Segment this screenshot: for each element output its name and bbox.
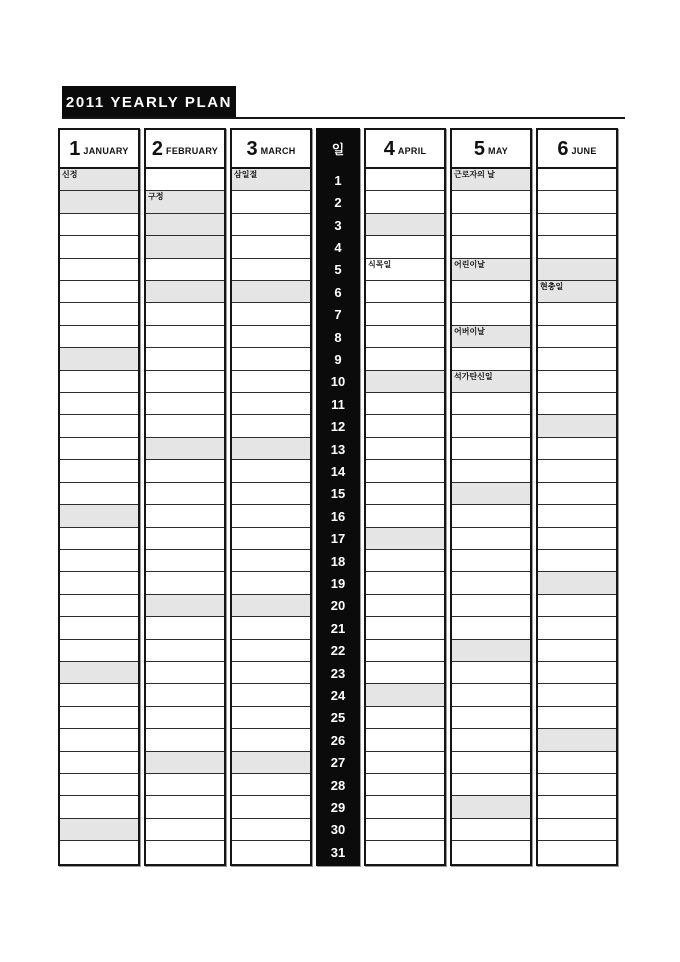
day-cell: [232, 236, 310, 258]
day-cell: [366, 460, 444, 482]
month-header: [452, 130, 530, 169]
day-cell: [538, 415, 616, 437]
day-cell: [146, 550, 224, 572]
day-cell: [452, 729, 530, 751]
day-cell: [452, 640, 530, 662]
day-cell: [232, 326, 310, 348]
day-cell: [232, 483, 310, 505]
day-cell: [60, 595, 138, 617]
day-cell: [452, 796, 530, 818]
holiday-label: 석가탄신일: [454, 371, 493, 381]
day-cell: [538, 774, 616, 796]
day-cell: [538, 483, 616, 505]
day-cell: [452, 348, 530, 370]
day-cell: [146, 572, 224, 594]
day-cell: [366, 707, 444, 729]
day-cell: [60, 640, 138, 662]
day-cell: [452, 528, 530, 550]
day-cell: [232, 572, 310, 594]
month-column-april: [364, 128, 446, 866]
day-cell: [146, 483, 224, 505]
day-cell: [146, 707, 224, 729]
day-cell: [538, 617, 616, 639]
month-column-january: [58, 128, 140, 866]
day-column-header: 일: [318, 130, 358, 169]
day-cell: [538, 752, 616, 774]
day-cell: [60, 259, 138, 281]
day-cell: [538, 595, 616, 617]
day-cell: [146, 774, 224, 796]
day-cell: [232, 259, 310, 281]
day-cell: [60, 662, 138, 684]
day-cell: [60, 393, 138, 415]
day-cell: [146, 684, 224, 706]
day-cell: [60, 169, 138, 191]
day-number: 6: [334, 284, 342, 300]
day-cell: [232, 281, 310, 303]
day-cell: [146, 326, 224, 348]
day-cell: [538, 505, 616, 527]
day-cell: [452, 662, 530, 684]
day-cell: [232, 303, 310, 325]
day-number: 13: [330, 441, 346, 457]
day-cell: [146, 259, 224, 281]
day-cell: [452, 774, 530, 796]
month-number: 1: [69, 137, 81, 160]
day-cell: [366, 214, 444, 236]
day-cell: [366, 303, 444, 325]
day-cell: [232, 348, 310, 370]
day-cell: [232, 438, 310, 460]
day-cell: [538, 841, 616, 863]
day-cell: [452, 415, 530, 437]
day-cell: [232, 191, 310, 213]
day-cell: [60, 617, 138, 639]
day-cell: [366, 438, 444, 460]
month-number: 3: [246, 137, 258, 160]
day-cell: [60, 774, 138, 796]
day-cell: [538, 796, 616, 818]
day-cell: [452, 438, 530, 460]
day-cell: [452, 483, 530, 505]
day-number: 26: [330, 732, 346, 748]
day-cell: [366, 371, 444, 393]
day-cell: [452, 595, 530, 617]
month-header: [538, 130, 616, 169]
day-cell: [232, 819, 310, 841]
day-cell: [452, 819, 530, 841]
day-cell: [538, 348, 616, 370]
day-cell: [452, 505, 530, 527]
day-cell: [538, 281, 616, 303]
day-cell: [366, 796, 444, 818]
day-cell: [60, 191, 138, 213]
day-cell: [366, 550, 444, 572]
day-cell: [538, 640, 616, 662]
day-cell: [452, 371, 530, 393]
month-header: [146, 130, 224, 169]
day-cell: [538, 550, 616, 572]
day-number: 25: [330, 710, 346, 726]
day-cell: [60, 707, 138, 729]
day-cell: [232, 617, 310, 639]
day-cell: [452, 259, 530, 281]
month-name: APRIL: [397, 145, 427, 156]
day-cell: [60, 236, 138, 258]
day-cell: [538, 438, 616, 460]
day-cell: [146, 617, 224, 639]
day-cell: [366, 393, 444, 415]
day-cell: [538, 259, 616, 281]
day-cell: [452, 460, 530, 482]
day-cell: [366, 483, 444, 505]
day-cell: [538, 528, 616, 550]
day-cell: [146, 393, 224, 415]
day-cell: [452, 326, 530, 348]
day-cell: [452, 684, 530, 706]
day-number: 7: [334, 307, 342, 323]
day-cell: [538, 214, 616, 236]
day-cell: [366, 348, 444, 370]
day-number: 10: [330, 374, 346, 390]
day-cell: [366, 169, 444, 191]
month-name: MARCH: [260, 145, 296, 156]
day-cell: [538, 572, 616, 594]
day-cell: [146, 640, 224, 662]
day-cell: [232, 415, 310, 437]
day-cell: [146, 348, 224, 370]
day-cell: [60, 752, 138, 774]
month-number: 2: [151, 137, 164, 160]
header-rule: [62, 117, 625, 119]
day-cell: [366, 640, 444, 662]
day-cell: [146, 841, 224, 863]
month-column-june: [536, 128, 618, 866]
day-cell: [366, 572, 444, 594]
day-number: 17: [330, 531, 346, 547]
day-cell: [60, 684, 138, 706]
day-cell: [366, 684, 444, 706]
month-name: MAY: [488, 145, 509, 156]
holiday-label: 구정: [148, 192, 164, 202]
day-cell: [538, 236, 616, 258]
day-cell: [146, 595, 224, 617]
day-cell: [452, 236, 530, 258]
day-cell: [146, 236, 224, 258]
day-cell: [232, 460, 310, 482]
day-cell: [232, 752, 310, 774]
day-cell: [146, 303, 224, 325]
day-cell: [366, 617, 444, 639]
day-cell: [366, 505, 444, 527]
month-column-february: [144, 128, 226, 866]
day-number: 19: [330, 576, 346, 592]
day-number: 16: [330, 508, 346, 524]
day-cell: [60, 796, 138, 818]
day-number: 29: [330, 800, 346, 816]
day-cell: [538, 191, 616, 213]
day-cell: [538, 371, 616, 393]
day-cell: [366, 774, 444, 796]
day-cell: [538, 707, 616, 729]
day-cell: [146, 214, 224, 236]
day-cell: [538, 393, 616, 415]
day-cell: [538, 662, 616, 684]
month-header: [232, 130, 310, 169]
day-cell: [60, 841, 138, 863]
day-cell: [60, 483, 138, 505]
day-cell: [60, 528, 138, 550]
holiday-label: 근로자의 날: [454, 170, 495, 179]
day-cell: [366, 729, 444, 751]
day-cell: [366, 752, 444, 774]
holiday-label: 현충일: [540, 282, 564, 292]
day-cell: [538, 819, 616, 841]
day-number: 4: [334, 239, 342, 255]
day-number: 22: [330, 643, 346, 659]
day-cell: [232, 729, 310, 751]
day-cell: [366, 259, 444, 281]
day-cell: [146, 191, 224, 213]
day-cell: [146, 169, 224, 191]
day-number: 28: [330, 777, 346, 793]
month-name: JUNE: [571, 145, 597, 156]
month-column-march: [230, 128, 312, 866]
day-cell: [366, 281, 444, 303]
day-cell: [232, 684, 310, 706]
holiday-label: 신정: [62, 170, 78, 179]
month-header: [366, 130, 444, 169]
day-number: 18: [330, 553, 346, 569]
day-cell: [60, 460, 138, 482]
day-cell: [146, 415, 224, 437]
holiday-label: 어린이날: [454, 259, 485, 269]
day-cell: [232, 393, 310, 415]
day-cell: [538, 326, 616, 348]
day-number: 3: [334, 217, 342, 233]
day-cell: [146, 505, 224, 527]
day-cell: [366, 528, 444, 550]
day-cell: [232, 505, 310, 527]
day-cell: [452, 572, 530, 594]
day-cell: [146, 752, 224, 774]
day-cell: [232, 550, 310, 572]
day-cell: [60, 819, 138, 841]
day-cell: [452, 550, 530, 572]
month-number: 6: [557, 137, 569, 160]
day-cell: [146, 438, 224, 460]
day-cell: [60, 326, 138, 348]
day-cell: [146, 729, 224, 751]
day-cell: [366, 236, 444, 258]
day-cell: [452, 393, 530, 415]
day-cell: [452, 617, 530, 639]
day-number: 23: [330, 665, 346, 681]
day-cell: [538, 460, 616, 482]
day-number: 24: [330, 688, 346, 704]
month-name: FEBRUARY: [166, 145, 219, 156]
month-column-may: [450, 128, 532, 866]
day-cell: [60, 214, 138, 236]
day-cell: [146, 281, 224, 303]
day-cell: [146, 528, 224, 550]
day-cell: [366, 326, 444, 348]
day-cell: [232, 662, 310, 684]
day-cell: [146, 460, 224, 482]
holiday-label: 어버이날: [454, 326, 485, 336]
day-cell: [60, 550, 138, 572]
day-cell: [538, 684, 616, 706]
day-number: 12: [330, 419, 346, 435]
month-number: 4: [383, 137, 395, 160]
day-cell: [60, 303, 138, 325]
day-number: 1: [334, 172, 342, 188]
day-number-column: [316, 128, 360, 866]
day-cell: [146, 371, 224, 393]
day-cell: [366, 662, 444, 684]
day-cell: [60, 371, 138, 393]
day-cell: [452, 752, 530, 774]
day-cell: [452, 707, 530, 729]
month-header: [60, 130, 138, 169]
day-cell: [232, 640, 310, 662]
holiday-label: 삼일절: [234, 170, 258, 179]
day-cell: [452, 191, 530, 213]
calendar-grid: [58, 128, 618, 866]
day-number: 31: [330, 844, 346, 860]
day-number: 30: [330, 822, 346, 838]
day-cell: [452, 169, 530, 191]
day-cell: [452, 303, 530, 325]
day-cell: [452, 841, 530, 863]
day-cell: [60, 505, 138, 527]
day-cell: [232, 796, 310, 818]
day-cell: [232, 371, 310, 393]
day-cell: [60, 281, 138, 303]
day-number: 8: [334, 329, 342, 345]
day-number: 27: [330, 755, 346, 771]
day-cell: [538, 169, 616, 191]
day-cell: [232, 169, 310, 191]
day-cell: [366, 415, 444, 437]
day-number: 21: [330, 620, 346, 636]
day-number: 11: [331, 396, 345, 412]
day-number: 14: [330, 463, 346, 479]
day-cell: [232, 595, 310, 617]
day-cell: [60, 348, 138, 370]
day-cell: [60, 438, 138, 460]
day-cell: [366, 819, 444, 841]
day-cell: [60, 729, 138, 751]
day-number: 9: [334, 351, 342, 367]
month-name: JANUARY: [83, 145, 129, 156]
day-number: 5: [334, 262, 342, 278]
day-cell: [146, 819, 224, 841]
day-cell: [60, 572, 138, 594]
day-cell: [538, 729, 616, 751]
day-cell: [366, 191, 444, 213]
day-cell: [232, 528, 310, 550]
day-cell: [452, 281, 530, 303]
day-cell: [60, 415, 138, 437]
day-cell: [366, 841, 444, 863]
day-number: 20: [330, 598, 346, 614]
day-cell: [452, 214, 530, 236]
holiday-label: 식목일: [368, 259, 392, 269]
day-cell: [146, 796, 224, 818]
page-title: 2011 YEARLY PLAN: [62, 86, 236, 119]
day-cell: [538, 303, 616, 325]
month-number: 5: [473, 137, 486, 160]
day-cell: [366, 595, 444, 617]
day-cell: [146, 662, 224, 684]
day-number: 2: [334, 195, 342, 211]
day-cell: [232, 707, 310, 729]
day-number: 15: [330, 486, 346, 502]
day-cell: [232, 774, 310, 796]
day-cell: [232, 841, 310, 863]
day-cell: [232, 214, 310, 236]
